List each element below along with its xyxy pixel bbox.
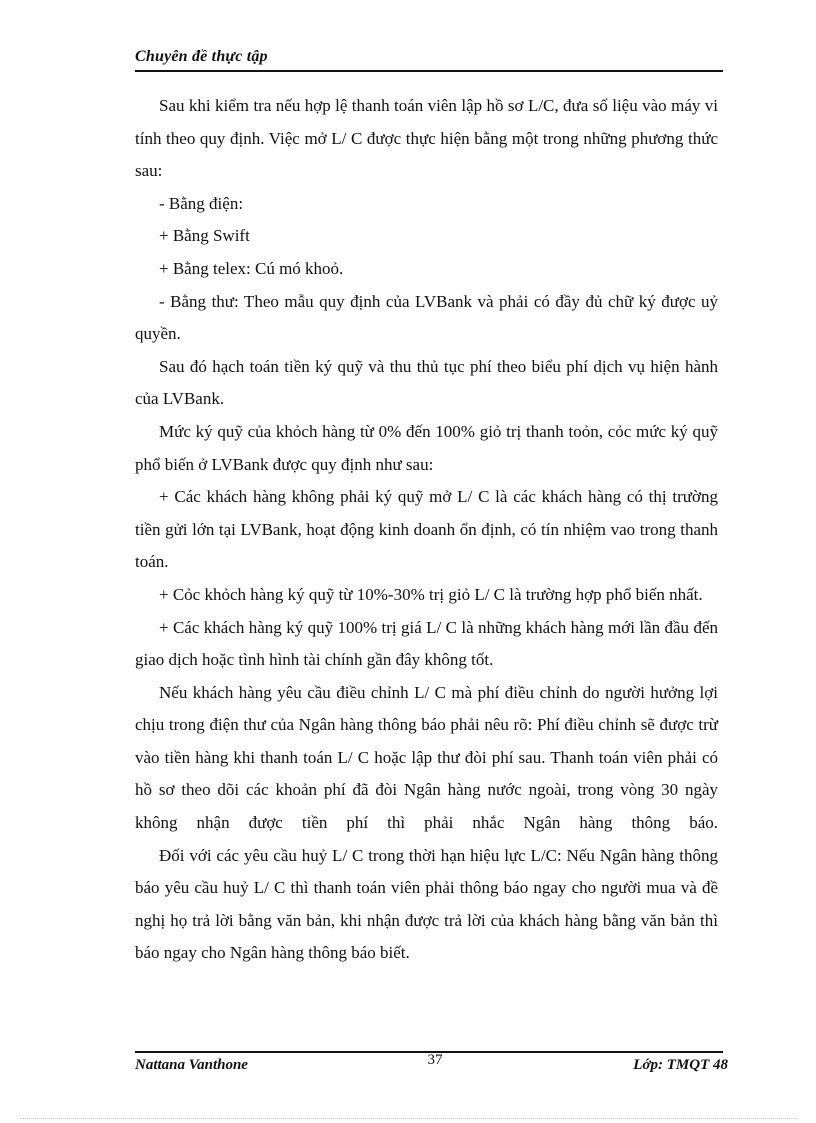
paragraph-5: - Bằng thư: Theo mẫu quy định của LVBank và phải có đầy đủ chữ ký được uỷ quyền.: [135, 291, 718, 344]
paragraph-7: Mức ký quỹ của khỏch hàng từ 0% đến 100% giỏ trị thanh toỏn, cỏc mức ký quỹ phổ biến ở LVBank được quy định như sau:: [135, 421, 718, 474]
footer-author: Nattana Vanthone: [135, 1057, 248, 1073]
header-title: Chuyên đề thực tập: [135, 48, 268, 65]
paragraph-8: + Các khách hàng không phải ký quỹ mở L/ C là các khách hàng có thị trường tiền gửi lớn tại LVBank, hoạt động kinh doanh ổn định, có tín nhiệm vao trong thanh toán.: [135, 487, 718, 572]
paragraph-6: Sau đó hạch toán tiền ký quỹ và thu thủ tục phí theo biểu phí dịch vụ hiện hành của LVBank.: [135, 356, 718, 409]
paragraph-4: + Bằng telex: Cú mó khoỏ.: [159, 258, 344, 278]
footer-class-label: Lớp: TMQT 48: [633, 1057, 728, 1073]
paragraph-12: Đối với các yêu cầu huỷ L/ C trong thời hạn hiệu lực L/C: Nếu Ngân hàng thông báo yêu cầu huỷ L/ C thì thanh toán viên phải thông báo ngay cho người mua và đề nghị họ trả lời bằng văn bản, khi nhận được trả lời của khách hàng bằng văn bản thì báo ngay cho Ngân hàng thông báo biết.: [135, 845, 718, 963]
paragraph-3: + Bằng Swift: [159, 226, 250, 246]
body-content: [135, 90, 718, 970]
page-number: 37: [427, 1052, 443, 1068]
header-divider: [135, 70, 723, 72]
paragraph-11: Nếu khách hàng yêu cầu điều chỉnh L/ C mà phí điều chỉnh do người hưởng lợi chịu trong điện thư của Ngân hàng thông báo phải nêu rõ: Phí điều chỉnh sẽ được trừ vào tiền hàng khi thanh toán L/ C hoặc lập thư đòi phí sau. Thanh toán viên phải có hồ sơ theo dõi các khoản phí đã đòi Ngân hàng nước ngoài, trong vòng 30 ngày không nhận được tiền phí thì phải nhắc Ngân hàng thông báo.: [135, 682, 718, 833]
page-bottom-border: [20, 1118, 796, 1119]
paragraph-10: + Các khách hàng ký quỹ 100% trị giá L/ C là những khách hàng mới lần đầu đến giao dịch hoặc tình hình tài chính gần đây không tốt.: [135, 617, 718, 670]
paragraph-2: - Bằng điện:: [159, 193, 244, 213]
paragraph-9: + Cỏc khỏch hàng ký quỹ từ 10%-30% trị giỏ L/ C là trường hợp phổ biến nhất.: [159, 584, 703, 604]
paragraph-1: Sau khi kiểm tra nếu hợp lệ thanh toán viên lập hồ sơ L/C, đưa số liệu vào máy vi tính theo quy định. Việc mở L/ C được thực hiện bằng một trong những phương thức sau:: [135, 96, 718, 181]
